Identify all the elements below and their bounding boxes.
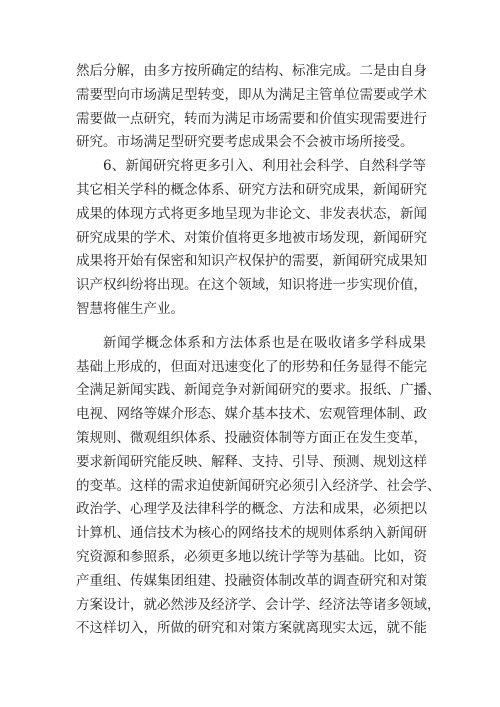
body-text xyxy=(76,60,441,641)
paragraph-3 xyxy=(76,332,441,641)
paragraph-gap xyxy=(76,322,426,332)
text-line: 全满足新闻实践、新闻竞争对新闻研究的要求。报纸、广播、 xyxy=(76,382,441,399)
paragraph-1 xyxy=(76,60,426,155)
text-line: 成果将开始有保密和知识产权保护的需要，新闻研究成果知 xyxy=(76,253,427,270)
text-line: 其它相关学科的概念体系、研究方法和研究成果，新闻研究 xyxy=(76,181,427,198)
text-line: 计算机、通信技术为核心的网络技术的规则体系纳入新闻研 xyxy=(76,525,427,542)
text-line: 成果的体现方式将更多地呈现为非论文、非发表状态，新闻 xyxy=(76,205,427,222)
text-line: 基础上形成的，但面对迅速变化了的形势和任务显得不能完 xyxy=(76,358,427,375)
text-line: 识产权纠纷将出现。在这个领域，知识将进一步实现价值， xyxy=(76,277,427,294)
text-line: 究资源和参照系，必须更多地以统计学等为基础。比如，资 xyxy=(76,548,427,565)
paragraph-2 xyxy=(76,155,426,322)
text-line: 智慧将催生产业。 xyxy=(76,300,184,317)
text-line: 不这样切入，所做的研究和对策方案就离现实太远，就不能 xyxy=(76,620,427,637)
text-line: 研究成果的学术、对策价值将更多地被市场发现，新闻研究 xyxy=(76,229,427,246)
text-line: 政治学、心理学及法律科学的概念、方法和成果，必须把以 xyxy=(76,501,427,518)
text-line: 6、新闻研究将更多引入、利用社会科学、自然科学等 xyxy=(103,158,426,175)
text-line: 研究。市场满足型研究要考虑成果会不会被市场所接受。 xyxy=(76,134,414,151)
text-line: 的变革。这样的需求迫使新闻研究必须引入经济学、社会学、 xyxy=(76,477,441,494)
text-line: 策规则、微观组织体系、投融资体制等方面正在发生变革， xyxy=(76,429,427,446)
text-line: 产重组、传媒集团组建、投融资体制改革的调查研究和对策 xyxy=(76,572,427,589)
text-line: 然后分解，由多方按所确定的结构、标准完成。二是由自身 xyxy=(76,63,427,79)
text-line: 方案设计，就必然涉及经济学、会计学、经济法等诸多领域， xyxy=(76,596,441,613)
text-line: 要求新闻研究能反映、解释、支持、引导、预测、规划这样 xyxy=(76,453,427,470)
text-line: 电视、网络等媒介形态、媒介基本技术、宏观管理体制、政 xyxy=(76,406,427,423)
text-line: 新闻学概念体系和方法体系也是在吸收诸多学科成果 xyxy=(103,334,426,351)
text-line: 需要型向市场满足型转变，即从为满足主管单位需要或学术 xyxy=(76,86,427,103)
text-line: 需要做一点研究，转而为满足市场需要和价值实现需要进行 xyxy=(76,110,427,127)
